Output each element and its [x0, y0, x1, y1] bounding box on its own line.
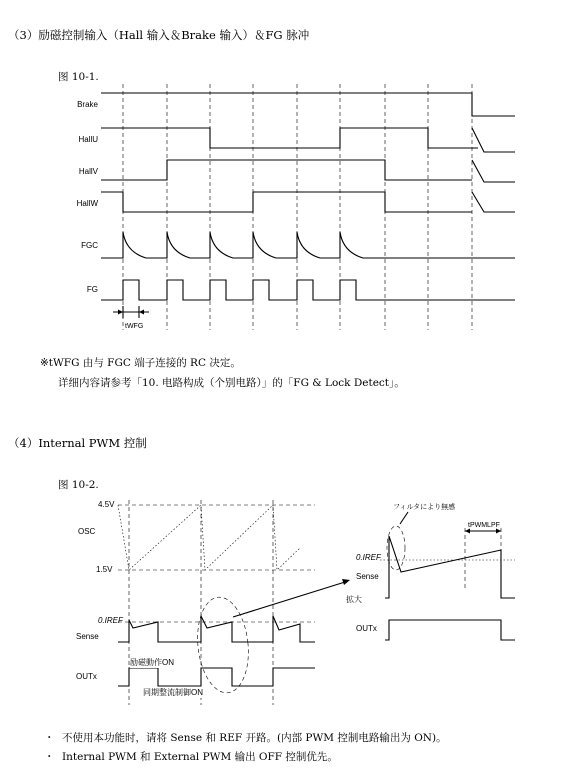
bullet-item: 不使用本功能时，请将 Sense 和 REF 开路。(内部 PWM 控制电路输出为 ON)。 [62, 732, 447, 744]
twfg-label: tWFG [125, 323, 144, 330]
filter-ellipse [387, 526, 405, 570]
twfg-reference: 详细内容请参考「10. 电路构成（个别电路）」的「FG & Lock Detect」。 [58, 377, 405, 389]
sense-waveform [118, 616, 315, 642]
signal-label-hallv: HallV [78, 167, 98, 176]
sense-label: Sense [76, 632, 99, 641]
osc-label: OSC [78, 527, 96, 536]
iref-label: 0.IREF [98, 616, 123, 625]
annotation-sync: 同期整流制御ON [143, 688, 203, 697]
tpwmlpf-label: tPWMLPF [468, 522, 500, 529]
zoom-outx-waveform [385, 620, 515, 640]
twfg-note: ※tWFG 由与 FGC 端子连接的 RC 决定。 [40, 357, 241, 369]
signal-label-hallu: HallU [78, 135, 98, 144]
zoom-sense-waveform [385, 536, 515, 598]
zoom-label: 拡大 [346, 595, 362, 604]
zoom-iref-label: 0.IREF [356, 553, 381, 562]
v-high-label: 4.5V [98, 500, 115, 509]
outx-waveform [118, 668, 315, 686]
signal-label-hallw: HallW [76, 199, 98, 208]
signal-label-fgc: FGC [81, 241, 98, 250]
outx-label: OUTx [76, 672, 97, 681]
bullet-marker: ・ [44, 751, 55, 763]
zoom-outx-label: OUTx [356, 624, 377, 633]
figure-10-2-label: 图 10-2. [58, 479, 99, 491]
signal-label-brake: Brake [77, 100, 98, 109]
highlight-ellipse [193, 595, 253, 696]
annotation-excite: 励磁動作ON [130, 658, 174, 667]
section3-heading: （3）励磁控制输入（Hall 输入＆Brake 输入）＆FG 脉冲 [8, 28, 310, 42]
bullet-marker: ・ [44, 732, 55, 744]
bullet-item: Internal PWM 和 External PWM 输出 OFF 控制优先。 [62, 751, 338, 763]
zoom-sense-label: Sense [356, 572, 379, 581]
section4-heading: （4）Internal PWM 控制 [8, 436, 147, 450]
filter-label: フィルタにより無感 [393, 504, 456, 511]
v-low-label: 1.5V [96, 565, 113, 574]
signal-label-fg: FG [86, 285, 98, 294]
figure-10-1-label: 图 10-1. [58, 71, 99, 83]
